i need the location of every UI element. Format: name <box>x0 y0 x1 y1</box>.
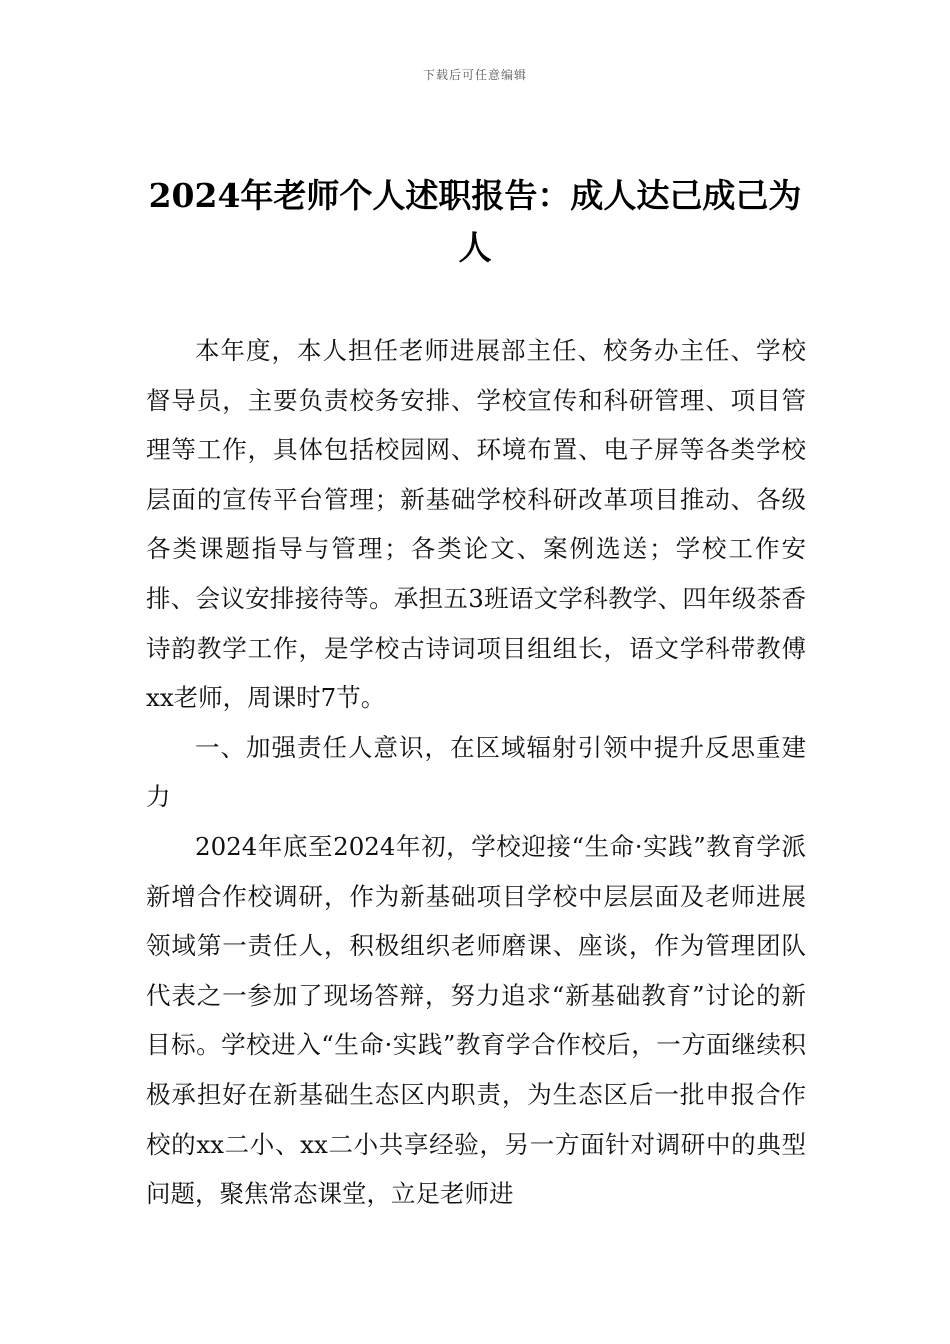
paragraph-section-1: 2024年底至2024年初，学校迎接“生命·实践”教育学派新增合作校调研，作为新基础项目学校中层层面及老师进展领域第一责任人，积极组织老师磨课、座谈，作为管理团队代表之一参加了现场答辩，努力追求“新基础教育”讨论的新目标。学校进入“生命·实践”教育学合作校后，一方面继续积极承担好在新基础生态区内职责，为生态区后一批申报合作校的xx二小、xx二小共享经验，另一方面针对调研中的典型问题，聚焦常态课堂，立足老师进 <box>146 831 806 1209</box>
document-body <box>146 326 806 1219</box>
header-note: 下载后可任意编辑 <box>422 68 527 82</box>
document-title: 2024年老师个人述职报告：成人达己成己为人 <box>148 176 802 267</box>
paragraph-intro: 本年度，本人担任老师进展部主任、校务办主任、学校督导员，主要负责校务安排、学校宣传和科研管理、项目管理等工作，具体包括校园网、环境布置、电子屏等各类学校层面的宣传平台管理；新基础学校科研改革项目推动、各级各类课题指导与管理；各类论文、案例选送；学校工作安排、会议安排接待等。承担五3班语文学科教学、四年级茶香诗韵教学工作，是学校古诗词项目组组长，语文学科带教傅xx老师，周课时7节。 <box>146 336 806 713</box>
section-heading-1: 一、加强责任人意识，在区域辐射引领中提升反思重建力 <box>146 732 806 812</box>
